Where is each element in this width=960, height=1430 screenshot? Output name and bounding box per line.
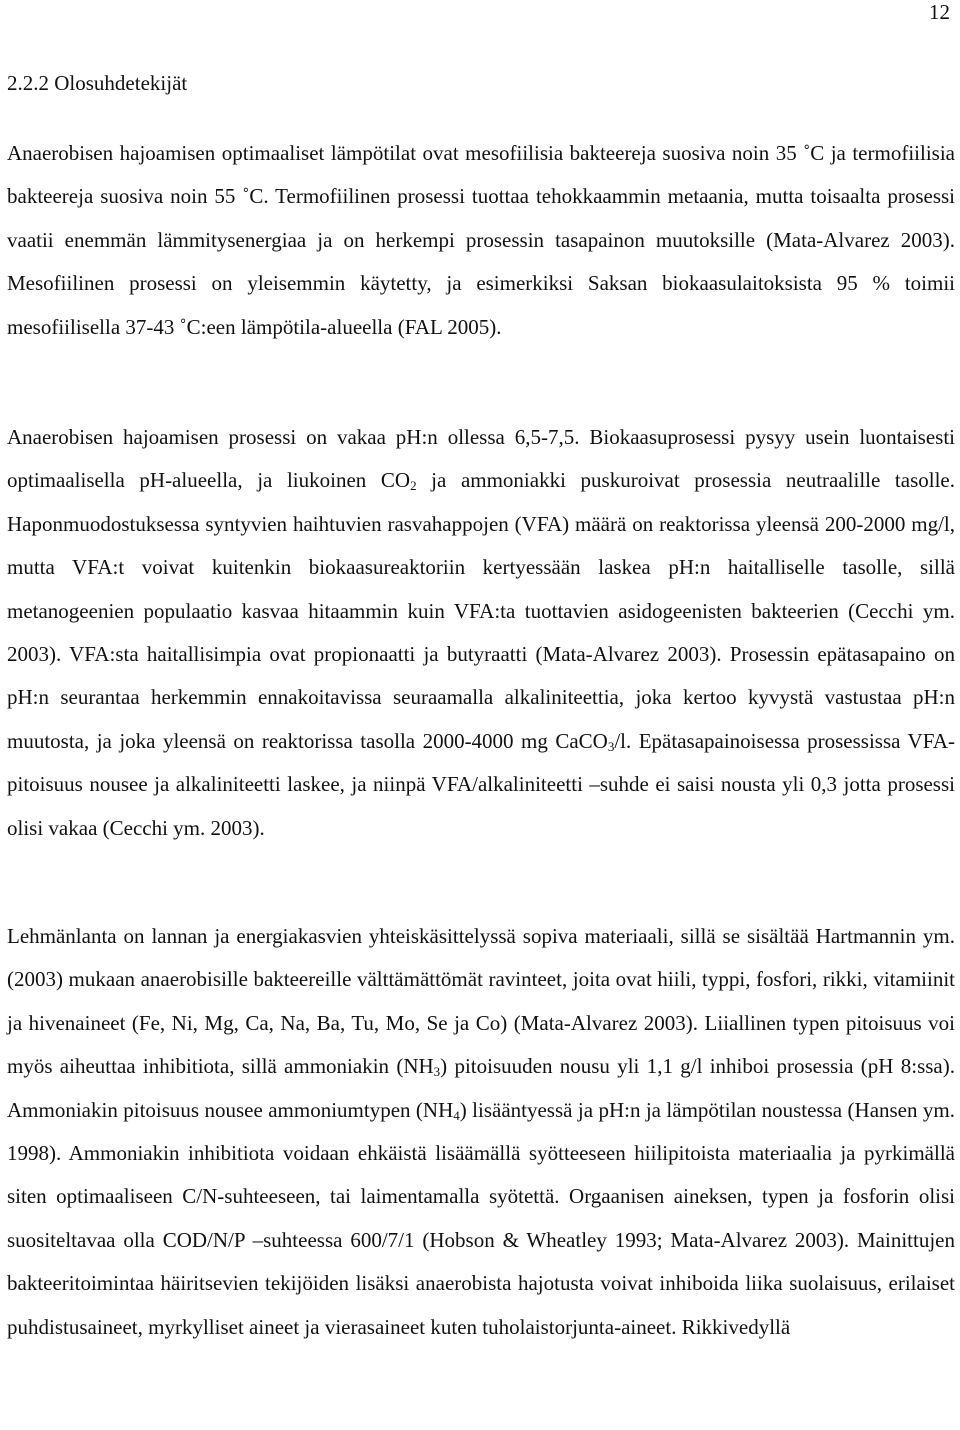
text-run: Anaerobisen hajoamisen prosessi on vakaa pH:n ollessa 6,5-7,5. Biokaasuprosessi pysyy usein luontaisesti optimaalisella pH-alueella, ja liukoinen CO: [7, 425, 955, 493]
text-run: /l. Epätasapainoisessa prosessissa VFA-pitoisuus nousee ja alkaliniteetti laskee, ja niinpä VFA/alkaliniteetti –suhde ei saisi nousta yli 0,3 jotta prosessi olisi vakaa (Cecchi ym. 2003).: [7, 728, 956, 840]
paragraph-ph: [7, 416, 955, 850]
subscript: 3: [433, 1064, 441, 1080]
section-heading: 2.2.2 Olosuhdetekijät: [7, 71, 188, 95]
paragraph-temperature: Anaerobisen hajoamisen optimaaliset lämpötilat ovat mesofiilisia bakteereja suosiva noin 35 ˚C ja termofiilisia bakteereja suosiva noin 55 ˚C. Termofiilinen prosessi tuottaa tehokkaammin metaania, mutta toisaalta prosessi vaatii enemmän lämmitysenergiaa ja on herkempi prosessin tasapainon muutoksille (Mata-Alvarez 2003). Mesofiilinen prosessi on yleisemmin käytetty, ja esimerkiksi Saksan biokaasulaitoksista 95 % toimii mesofiilisella 37-43 ˚C:een lämpötila-alueella (FAL 2005).: [7, 141, 955, 339]
subscript: 3: [607, 738, 615, 754]
page-number: 12: [929, 0, 950, 24]
text-run: Lehmänlanta on lannan ja energiakasvien yhteiskäsittelyssä sopiva materiaali, sillä se sisältää Hartmannin ym. (2003) mukaan anaerobisille bakteereille välttämättömät ravinteet, joita ovat hiili, typpi, fosfori, rikki, vitamiinit ja hivenaineet (Fe, Ni, Mg, Ca, Na, Ba, Tu, Mo, Se ja Co) (Mata-Alvarez 2003). Liiallinen typen pitoisuus voi myös aiheuttaa inhibitiota, sillä ammoniakin (NH: [7, 924, 955, 1079]
text-run: ) pitoisuuden nousu yli 1,1 g/l inhiboi prosessia (pH 8:ssa). Ammoniakin pitoisuus nousee ammoniumtypen (NH: [7, 1054, 955, 1122]
subscript: 2: [410, 478, 417, 494]
subscript: 4: [453, 1107, 460, 1123]
paragraph-nutrients: [7, 915, 955, 1349]
text-run: ) lisääntyessä ja pH:n ja lämpötilan noustessa (Hansen ym. 1998). Ammoniakin inhibitiota voidaan ehkäistä lisäämällä syötteeseen hiilipitoista materiaalia ja pyrkimällä siten optimaaliseen C/N-suhteeseen, tai laimentamalla syötettä. Orgaanisen aineksen, typen ja fosforin olisi suositeltavaa olla COD/N/P –suhteessa 600/7/1 (Hobson & Wheatley 1993; Mata-Alvarez 2003). Mainittujen bakteeritoimintaa häiritsevien tekijöiden lisäksi anaerobista hajotusta voivat inhiboida liika suolaisuus, erilaiset puhdistusaineet, myrkylliset aineet ja vierasaineet kuten tuholaistorjunta-aineet. Rikkivedyllä: [7, 1097, 955, 1339]
text-run: ja ammoniakki puskuroivat prosessia neutraalille tasolle. Haponmuodostuksessa syntyvien haihtuvien rasvahappojen (VFA) määrä on reaktorissa yleensä 200-2000 mg/l, mutta VFA:t voivat kuitenkin biokaasureaktoriin kertyessään laskea pH:n haitalliselle tasolle, sillä metanogeenien populaatio kasvaa hitaammin kuin VFA:ta tuottavien asidogeenisten bakteerien (Cecchi ym. 2003). VFA:sta haitallisimpia ovat propionaatti ja butyraatti (Mata-Alvarez 2003). Prosessin epätasapaino on pH:n seurantaa herkemmin ennakoitavissa seuraamalla alkaliniteettia, joka kertoo kyvystä vastustaa pH:n muutosta, ja joka yleensä on reaktorissa tasolla 2000-4000 mg CaCO: [7, 468, 955, 753]
